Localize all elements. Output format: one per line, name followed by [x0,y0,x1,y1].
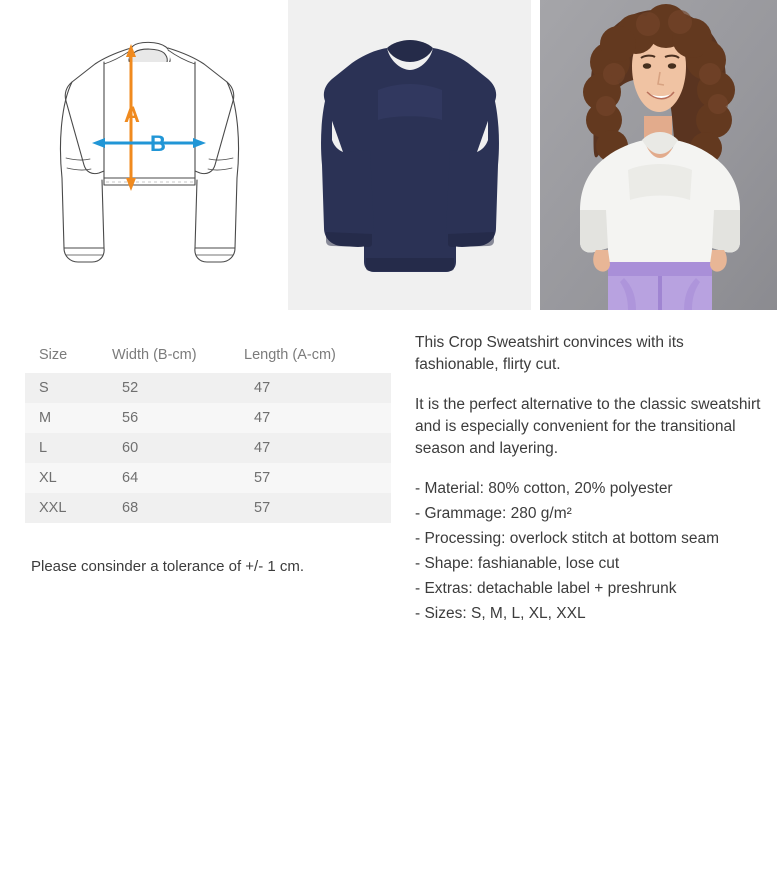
spec-item-sizes: - Sizes: S, M, L, XL, XXL [415,605,586,622]
measure-a-label: A [124,102,140,127]
description-paragraph-1: This Crop Sweatshirt convinces with its fashionable, flirty cut. [415,334,684,373]
spec-item-grammage: - Grammage: 280 g/m² [415,505,572,522]
navy-sweatshirt-photo [288,0,531,310]
table-header-row [25,338,391,373]
cell-width: 68 [98,493,230,523]
table-row [25,373,391,403]
measure-b-label: B [150,131,166,156]
model-photo-panel [540,0,777,310]
spec-item-processing: - Processing: overlock stitch at bottom seam [415,530,720,547]
cell-length: 47 [230,433,391,463]
cell-size: S [25,373,98,403]
spec-item-material: - Material: 80% cotton, 20% polyester [415,480,673,497]
size-chart-table [25,338,391,523]
specification-list [415,478,765,625]
image-strip [0,0,777,312]
technical-drawing-panel [0,0,287,310]
cell-width: 52 [98,373,230,403]
cell-size: XL [25,463,98,493]
cell-size: L [25,433,98,463]
cell-size: XXL [25,493,98,523]
table-row [25,493,391,523]
column-header-length: Length (A-cm) [230,338,391,373]
cell-length: 47 [230,373,391,403]
product-description [415,332,765,628]
description-paragraph-2: It is the perfect alternative to the classic sweatshirt and is especially convenient for the transitional season and layering. [415,396,761,457]
cell-width: 64 [98,463,230,493]
product-photo-panel [288,0,531,310]
technical-drawing-icon [0,0,287,310]
cell-length: 57 [230,493,391,523]
cell-width: 60 [98,433,230,463]
table-row [25,463,391,493]
cell-length: 57 [230,463,391,493]
cell-width: 56 [98,403,230,433]
table-row [25,433,391,463]
cell-size: M [25,403,98,433]
cell-length: 47 [230,403,391,433]
table-row [25,403,391,433]
column-header-width: Width (B-cm) [98,338,230,373]
spec-item-shape: - Shape: fashianable, lose cut [415,555,620,572]
column-header-size: Size [25,338,98,373]
tolerance-note: Please consinder a tolerance of +/- 1 cm. [31,558,305,575]
model-photo [540,0,777,310]
spec-item-extras: - Extras: detachable label + preshrunk [415,580,677,597]
